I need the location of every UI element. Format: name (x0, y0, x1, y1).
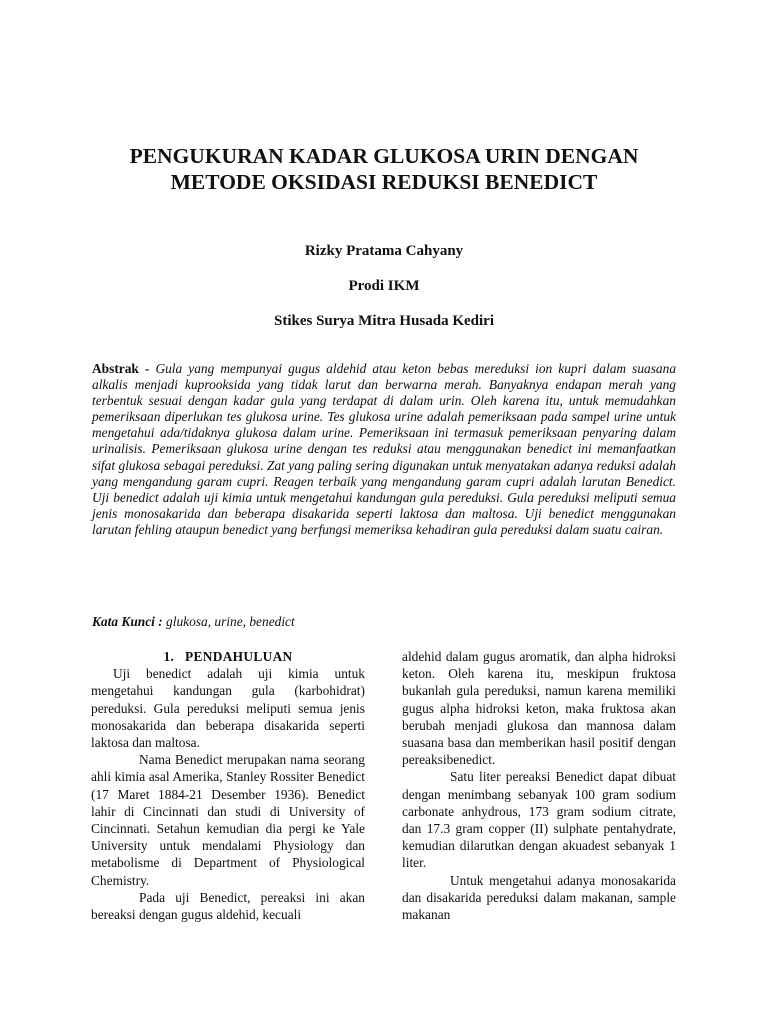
author-name: Rizky Pratama Cahyany (304, 243, 464, 259)
abstract-text: Gula yang mempunyai gugus aldehid atau keton bebas mereduksi ion kupri dalam suasana alkalis menjadi kuprooksida yang tidak larut dan berwarna merah. Banyaknya endapan merah yang terbentuk sesuai dengan kadar gula yang terdapat di dalam urin. Oleh karena itu, untuk memudahkan pemeriksaan diperlukan tes glukosa urine. Tes glukosa urine adalah pemeriksaan pada sampel urine untuk mengetahui ada/tidaknya glukosa dalam urine. Pemeriksaan ini termasuk pemeriksaan penyaring dalam urinalisis. Pemeriksaan glukosa urine dengan tes reduksi atau menggunakan benedict ini memanfaatkan sifat glukosa sebagai pereduksi. Zat yang paling sering digunakan untuk menyatakan adanya reduksi adalah yang mengandung garam cupri. Reagen terbaik yang mengandung garam cupri adalah larutan Benedict. Uji benedict adalah uji kimia untuk mengetahui kandungan gula pereduksi. Gula pereduksi meliputi semua jenis monosakarida dan beberapa disakarida seperti laktosa dan maltosa. Uji benedict menggunakan larutan fehling ataupun benedict yang berfungsi memeriksa kehadiran gula pereduksi dalam suatu cairan. (92, 361, 677, 537)
title-line-2: METODE OKSIDASI REDUKSI BENEDICT (170, 170, 598, 194)
body-column-left (91, 648, 365, 935)
keywords-label: Kata Kunci : (92, 614, 167, 629)
body-paragraph: aldehid dalam gugus aromatik, dan alpha hidroksi keton. Oleh karena itu, meskipun fruktosa bukanlah gula pereduksi, namun karena memiliki gugus alpha hidroksi keton, maka fruktosa akan berubah menjadi glukosa dan mannosa dalam suasana basa dan memberikan hasil positif dengan pereaksibenedict. (402, 649, 676, 768)
body-column-right (402, 648, 676, 935)
abstract (92, 361, 676, 538)
body-paragraph: Pada uji Benedict, pereaksi ini akan bereaksi dengan gugus aldehid, kecuali (91, 889, 365, 923)
author-institution: Stikes Surya Mitra Husada Kediri (273, 313, 494, 329)
keywords (92, 614, 676, 630)
body-paragraph: Nama Benedict merupakan nama seorang ahli kimia asal Amerika, Stanley Rossiter Benedict (17 Maret 1884-21 Desember 1936). Benedict lahir di Cincinnati dan studi di University of Cincinnati. Setahun kemudian dia pergi ke Yale University untuk mendalami Physiology dan metabolisme di Department of Physiological Chemistry. (91, 752, 365, 888)
paper-title (0, 143, 768, 195)
section-heading: 1. PENDAHULUAN (163, 649, 293, 664)
title-line-1: PENGUKURAN KADAR GLUKOSA URIN DENGAN (129, 144, 639, 168)
abstract-label: Abstrak - (92, 361, 156, 376)
keywords-text: glukosa, urine, benedict (166, 614, 295, 629)
body-paragraph: Satu liter pereaksi Benedict dapat dibuat dengan menimbang sebanyak 100 gram sodium carbonate anhydrous, 173 gram sodium citrate, dan 17.3 gram copper (II) sulphate pentahydrate, kemudian dilarutkan dengan akuadest sebanyak 1 liter. (402, 769, 676, 871)
author-program: Prodi IKM (348, 278, 420, 294)
body-paragraph: Untuk mengetahui adanya monosakarida dan disakarida pereduksi dalam makanan, sample makanan (402, 872, 676, 923)
body-paragraph: Uji benedict adalah uji kimia untuk mengetahui kandungan gula (karbohidrat) pereduksi. Gula pereduksi meliputi semua jenis monosakarida dan beberapa disakarida seperti laktosa dan maltosa. (91, 666, 365, 751)
